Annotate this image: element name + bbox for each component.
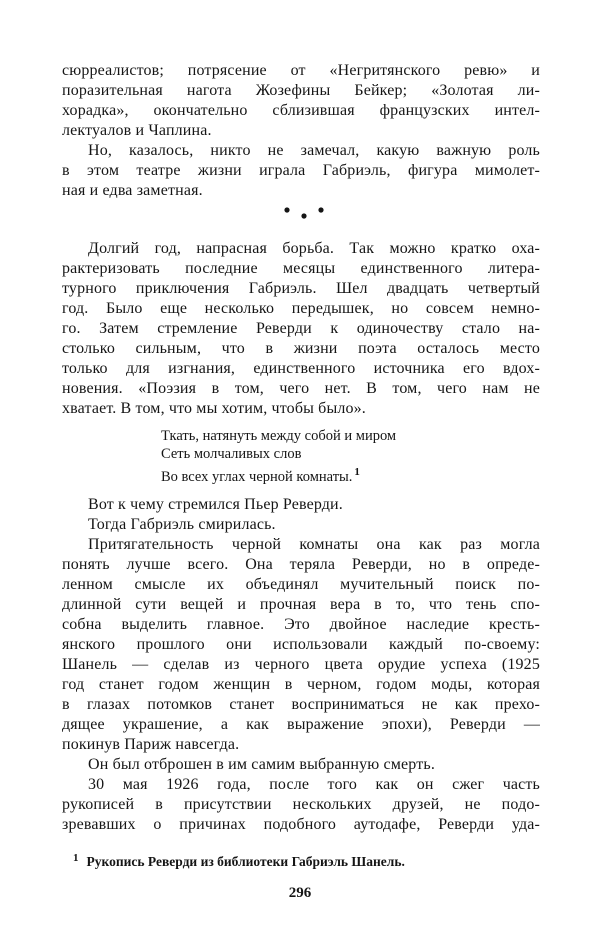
text-line: рукописей в присутствии нескольких друзей, не подо- <box>62 796 540 813</box>
text-line: год станет годом женщин в черном, годом моды, которая <box>62 676 540 693</box>
text-line: зревавших о причинах подобного аутодафе, Реверди уда- <box>62 816 540 833</box>
text-line: хорадка», окончательно сблизившая французских интел- <box>62 102 540 119</box>
text-line: столько сильным, что в жизни поэта осталось место <box>62 340 540 357</box>
section-break-asterisks <box>270 200 340 230</box>
text-line: дящее украшение, а как выражение эпохи), Реверди — <box>62 716 540 733</box>
poem-line: Сеть молчаливых слов <box>161 446 302 462</box>
poem-line: Ткать, натянуть между собой и миром <box>161 428 397 444</box>
text-line: только для изгнания, единственного источника его вдох- <box>62 360 540 377</box>
footnote-text: Рукопись Реверди из библиотеки Габриэль Шанель. <box>86 854 405 869</box>
text-line: лектуалов и Чаплина. <box>62 122 212 139</box>
text-line: турного приключения Габриэль. Шел двадцать четвертый <box>62 280 540 297</box>
footnote <box>73 849 405 871</box>
text-line: поразительная нагота Жозефины Бейкер; «Золотая ли- <box>62 82 540 99</box>
text-line: Он был отброшен в им самим выбранную смерть. <box>88 756 435 773</box>
text-line: хватает. В том, что мы хотим, чтобы было». <box>62 400 366 417</box>
text-line: янского прошлого они использовали каждый по-своему: <box>62 636 540 653</box>
text-line: новения. «Поэзия в том, чего нет. В том, чего нам не <box>62 380 540 397</box>
text-line: 30 мая 1926 года, после того как он сжег часть <box>88 776 540 793</box>
text-line: Но, казалось, никто не замечал, какую важную роль <box>88 142 540 159</box>
text-line: длинной сути вещей и прочная вера в то, что тень спо- <box>62 596 540 613</box>
text-line: ная и едва заметная. <box>62 182 203 199</box>
text-line: ленном смысле их объединял мучительный поиск по- <box>62 576 540 593</box>
text-line: покинув Париж навсегда. <box>62 736 240 753</box>
text-line: рактеризовать последние месяцы единственного литера- <box>62 260 540 277</box>
text-line: Притягательность черной комнаты она как раз могла <box>88 536 540 553</box>
poem-line <box>161 463 360 486</box>
text-line: в этом театре жизни играла Габриэль, фигура мимолет- <box>62 162 540 179</box>
poem-line-text: Во всех углах черной комнаты. <box>161 469 353 485</box>
text-line: Тогда Габриэль смирилась. <box>88 516 276 533</box>
page-number: 296 <box>288 885 312 901</box>
text-line: Вот к чему стремился Пьер Реверди. <box>88 496 343 513</box>
text-line: сюрреалистов; потрясение от «Негритянского ревю» и <box>62 62 540 79</box>
text-line: Долгий год, напрасная борьба. Так можно кратко оха- <box>88 240 540 257</box>
text-line: понять лучше всего. Она теряла Реверди, но в опреде- <box>62 556 540 573</box>
text-line: собна выделить главное. Это двойное наследие кресть- <box>62 616 540 633</box>
text-line: Шанель — сделав из черного цвета орудие успеха (1925 <box>62 656 540 673</box>
footnote-mark: 1 <box>73 852 79 864</box>
text-line: год. Было еще несколько передышек, но совсем немно- <box>62 300 540 317</box>
text-line: в глазах потомков станет восприниматься не как прехо- <box>62 696 540 713</box>
text-line: го. Затем стремление Реверди к одиночеству стало на- <box>62 320 540 337</box>
footnote-reference: 1 <box>354 466 360 478</box>
